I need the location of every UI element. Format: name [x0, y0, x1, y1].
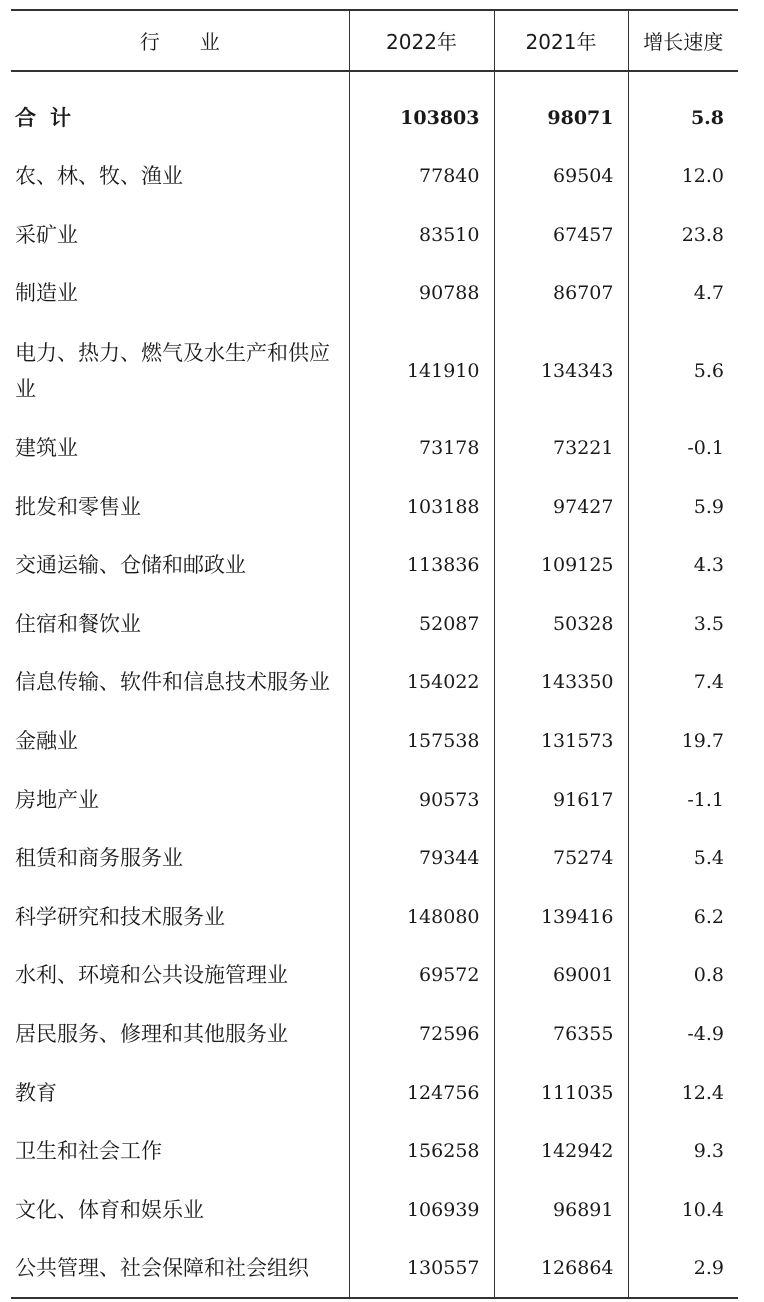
table-row	[11, 477, 738, 536]
growth-rate-cell: 7.4	[628, 653, 738, 712]
value-2021-cell: 109125	[494, 536, 628, 595]
value-2022-cell: 72596	[349, 1005, 494, 1064]
growth-rate-cell: 9.3	[628, 1122, 738, 1181]
value-2021-cell: 96891	[494, 1181, 628, 1240]
industry-cell: 信息传输、软件和信息技术服务业	[15, 670, 330, 695]
growth-rate-cell: 5.4	[628, 829, 738, 888]
value-2021-cell: 69001	[494, 946, 628, 1005]
value-2022-cell: 130557	[349, 1239, 494, 1298]
table-row	[11, 653, 738, 712]
value-2022-cell: 124756	[349, 1063, 494, 1122]
growth-rate-cell: 12.0	[628, 147, 738, 206]
growth-rate-cell: 4.7	[628, 264, 738, 323]
industry-cell: 科学研究和技术服务业	[15, 904, 225, 929]
industry-cell: 房地产业	[15, 787, 99, 812]
value-2022-cell: 156258	[349, 1122, 494, 1181]
industry-cell: 交通运输、仓储和邮政业	[15, 553, 246, 578]
value-2022-cell: 79344	[349, 829, 494, 888]
table-header-row	[11, 10, 738, 71]
value-2021-cell: 98071	[494, 71, 628, 147]
growth-rate-cell: 5.9	[628, 477, 738, 536]
value-2022-cell: 113836	[349, 536, 494, 595]
industry-cell: 居民服务、修理和其他服务业	[15, 1022, 288, 1047]
value-2021-cell: 131573	[494, 712, 628, 771]
value-2021-cell: 97427	[494, 477, 628, 536]
value-2022-cell: 141910	[349, 323, 494, 419]
industry-cell: 住宿和餐饮业	[15, 611, 141, 636]
value-2022-cell: 90788	[349, 264, 494, 323]
industry-cell: 公共管理、社会保障和社会组织	[11, 1239, 349, 1298]
table-row	[11, 946, 738, 1005]
value-2022-cell: 103803	[349, 71, 494, 147]
table-row	[11, 712, 738, 771]
growth-rate-cell: 0.8	[628, 946, 738, 1005]
table-row	[11, 323, 738, 419]
value-2022-cell: 148080	[349, 888, 494, 947]
table-body	[11, 71, 738, 1298]
growth-rate-cell: -4.9	[628, 1005, 738, 1064]
growth-rate-cell: 3.5	[628, 595, 738, 654]
industry-cell: 租赁和商务服务业	[15, 846, 183, 871]
industry-cell: 卫生和社会工作	[15, 1139, 162, 1164]
value-2021-cell: 69504	[494, 147, 628, 206]
industry-cell: 电力、热力、燃气及水生产和供应业	[15, 340, 330, 401]
growth-rate-cell: 23.8	[628, 206, 738, 265]
value-2022-cell: 154022	[349, 653, 494, 712]
value-2022-cell: 90573	[349, 770, 494, 829]
industry-cell: 批发和零售业	[15, 494, 141, 519]
header-year-2021: 2021年	[494, 10, 628, 71]
value-2021-cell: 91617	[494, 770, 628, 829]
value-2022-cell: 77840	[349, 147, 494, 206]
industry-cell: 教育	[15, 1080, 57, 1105]
growth-rate-cell: -1.1	[628, 770, 738, 829]
value-2021-cell: 75274	[494, 829, 628, 888]
table-row	[11, 595, 738, 654]
value-2021-cell: 76355	[494, 1005, 628, 1064]
table-row	[11, 888, 738, 947]
value-2022-cell: 73178	[349, 419, 494, 478]
growth-rate-cell: 12.4	[628, 1063, 738, 1122]
table-row	[11, 1005, 738, 1064]
value-2022-cell: 157538	[349, 712, 494, 771]
industry-cell: 合计	[15, 105, 85, 130]
table-row	[11, 419, 738, 478]
value-2022-cell: 106939	[349, 1181, 494, 1240]
growth-rate-cell: -0.1	[628, 419, 738, 478]
value-2021-cell: 73221	[494, 419, 628, 478]
value-2021-cell: 50328	[494, 595, 628, 654]
value-2021-cell: 134343	[494, 323, 628, 419]
growth-rate-cell: 19.7	[628, 712, 738, 771]
value-2021-cell: 143350	[494, 653, 628, 712]
value-2022-cell: 83510	[349, 206, 494, 265]
growth-rate-cell: 5.6	[628, 323, 738, 419]
table-row	[11, 770, 738, 829]
table-row	[11, 829, 738, 888]
value-2021-cell: 142942	[494, 1122, 628, 1181]
header-growth-rate: 增长速度	[628, 10, 738, 71]
industry-cell: 采矿业	[15, 222, 78, 247]
table-row	[11, 1122, 738, 1181]
value-2021-cell: 67457	[494, 206, 628, 265]
growth-rate-cell: 5.8	[628, 71, 738, 147]
industry-cell: 水利、环境和公共设施管理业	[15, 963, 288, 988]
table-row	[11, 1181, 738, 1240]
growth-rate-cell: 4.3	[628, 536, 738, 595]
value-2021-cell: 139416	[494, 888, 628, 947]
table-row	[11, 147, 738, 206]
table-row	[11, 264, 738, 323]
growth-rate-cell: 6.2	[628, 888, 738, 947]
growth-rate-cell: 2.9	[628, 1239, 738, 1298]
industry-cell: 金融业	[15, 729, 78, 754]
industry-cell: 文化、体育和娱乐业	[15, 1197, 204, 1222]
industry-cell: 建筑业	[15, 436, 78, 461]
value-2021-cell: 86707	[494, 264, 628, 323]
table-row	[11, 1063, 738, 1122]
value-2022-cell: 103188	[349, 477, 494, 536]
value-2022-cell: 52087	[349, 595, 494, 654]
industry-cell: 制造业	[15, 281, 78, 306]
growth-rate-cell: 10.4	[628, 1181, 738, 1240]
total-row	[11, 71, 738, 147]
industry-cell: 农、林、牧、渔业	[15, 164, 183, 189]
table-row	[11, 1239, 738, 1298]
table-row	[11, 206, 738, 265]
table-row	[11, 536, 738, 595]
header-year-2022: 2022年	[349, 10, 494, 71]
header-industry: 行 业	[11, 10, 349, 71]
value-2021-cell: 111035	[494, 1063, 628, 1122]
value-2022-cell: 69572	[349, 946, 494, 1005]
wage-statistics-table	[11, 9, 738, 1299]
value-2021-cell: 126864	[494, 1239, 628, 1298]
